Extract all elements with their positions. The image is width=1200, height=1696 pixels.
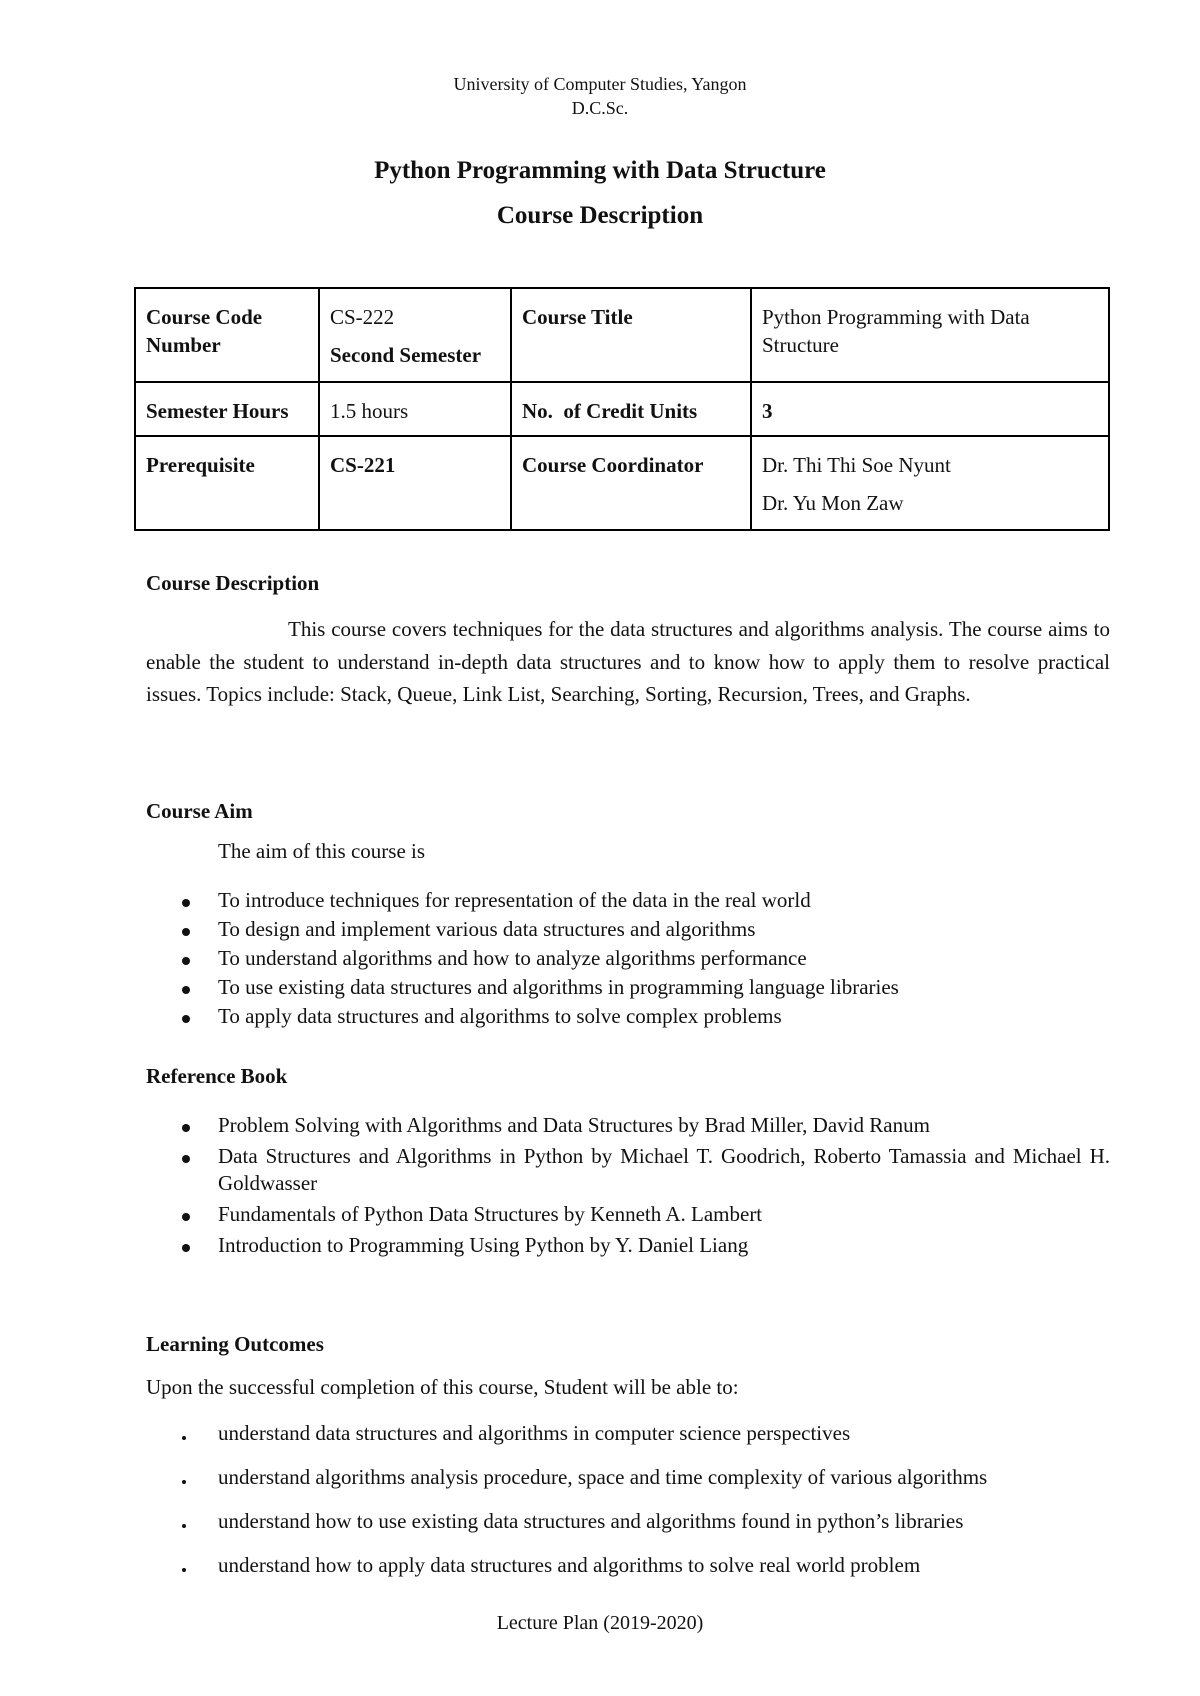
course-code-label: Course Code Number: [135, 288, 319, 382]
description-text-rest: course aims to enable the student to understand in-depth data structures and to know how to apply them to resolve practical issues. Topics include: Stack, Queue, Link List, Searching, Sorting, Recursion, Trees, and Graphs.: [146, 617, 1110, 706]
bullet-icon: [182, 1015, 190, 1023]
document-subtitle: Course Description: [496, 202, 704, 229]
aim-heading: Course Aim: [146, 799, 253, 823]
course-code-value: CS-222: [330, 305, 395, 329]
aim-intro: The aim of this course is: [218, 839, 426, 863]
document-title: Python Programming with Data Structure: [374, 157, 826, 184]
description-heading: Course Description: [146, 571, 320, 595]
list-item: [146, 1232, 1110, 1259]
description-text-lead: This course covers techniques for the data structures and algorithms analysis. The: [288, 617, 982, 641]
course-title-value: Python Programming with Data Structure: [751, 288, 1109, 382]
semester-hours-value: 1.5 hours: [319, 382, 511, 436]
semester-hours-label: Semester Hours: [135, 382, 319, 436]
coordinator-name: Dr. Yu Mon Zaw: [762, 491, 904, 515]
bullet-icon: [182, 1568, 186, 1572]
degree-label: D.C.Sc.: [571, 98, 629, 118]
list-item: [146, 1002, 1110, 1031]
list-item-text: To apply data structures and algorithms to solve complex problems: [218, 1004, 782, 1028]
list-item-text: Fundamentals of Python Data Structures by Kenneth A. Lambert: [218, 1202, 763, 1226]
outcomes-intro: Upon the successful completion of this course, Student will be able to:: [146, 1375, 739, 1399]
coordinator-cell: [751, 436, 1109, 530]
list-item: [146, 1419, 1110, 1447]
coordinator-name: Dr. Thi Thi Soe Nyunt: [762, 453, 951, 477]
page-footer: Lecture Plan (2019-2020): [496, 1612, 704, 1634]
credit-units-value: 3: [751, 382, 1109, 436]
bullet-icon: [182, 928, 190, 936]
course-code-cell: [319, 288, 511, 382]
bullet-icon: [182, 957, 190, 965]
list-item: [146, 1551, 1110, 1579]
bullet-icon: [182, 1213, 190, 1221]
list-item-text: understand algorithms analysis procedure, space and time complexity of various algorithms: [218, 1465, 988, 1489]
list-item-text: To use existing data structures and algorithms in programming language libraries: [218, 975, 899, 999]
bullet-icon: [182, 1124, 190, 1132]
semester-value: Second Semester: [330, 343, 482, 367]
list-item-text: To design and implement various data structures and algorithms: [218, 917, 756, 941]
list-item-text: Data Structures and Algorithms in Python by Michael T. Goodrich, Roberto Tamassia and Michael H. Goldwasser: [218, 1144, 1110, 1195]
list-item: [146, 886, 1110, 915]
bullet-icon: [182, 1524, 186, 1528]
prerequisite-label: Prerequisite: [135, 436, 319, 530]
bullet-icon: [182, 1244, 190, 1252]
list-item: [146, 973, 1110, 1002]
list-item-text: Problem Solving with Algorithms and Data Structures by Brad Miller, David Ranum: [218, 1113, 930, 1137]
list-item: [146, 915, 1110, 944]
credit-units-label: No. of Credit Units: [511, 382, 751, 436]
outcomes-list: [146, 1419, 1110, 1595]
list-item-text: understand data structures and algorithms in computer science perspectives: [218, 1421, 851, 1445]
list-item: [146, 944, 1110, 973]
list-item-text: understand how to apply data structures and algorithms to solve real world problem: [218, 1553, 921, 1577]
description-paragraph: [146, 613, 1110, 711]
reference-list: [146, 1112, 1110, 1263]
list-item: [146, 1143, 1110, 1197]
list-item: [146, 1201, 1110, 1228]
reference-heading: Reference Book: [146, 1064, 288, 1088]
outcomes-heading: Learning Outcomes: [146, 1332, 324, 1356]
bullet-icon: [182, 1436, 186, 1440]
bullet-icon: [182, 986, 190, 994]
prerequisite-value: CS-221: [319, 436, 511, 530]
aim-list: [146, 886, 1110, 1031]
course-title-label: Course Title: [511, 288, 751, 382]
course-info-table: [134, 287, 1110, 531]
university-name: University of Computer Studies, Yangon: [453, 74, 747, 94]
list-item: [146, 1507, 1110, 1535]
bullet-icon: [182, 1155, 190, 1163]
list-item-text: To introduce techniques for representation of the data in the real world: [218, 888, 811, 912]
coordinator-label: Course Coordinator: [511, 436, 751, 530]
list-item: [146, 1112, 1110, 1139]
bullet-icon: [182, 899, 190, 907]
list-item-text: understand how to use existing data structures and algorithms found in python’s libraries: [218, 1509, 964, 1533]
bullet-icon: [182, 1480, 186, 1484]
list-item: [146, 1463, 1110, 1491]
list-item-text: Introduction to Programming Using Python by Y. Daniel Liang: [218, 1233, 749, 1257]
list-item-text: To understand algorithms and how to analyze algorithms performance: [218, 946, 807, 970]
